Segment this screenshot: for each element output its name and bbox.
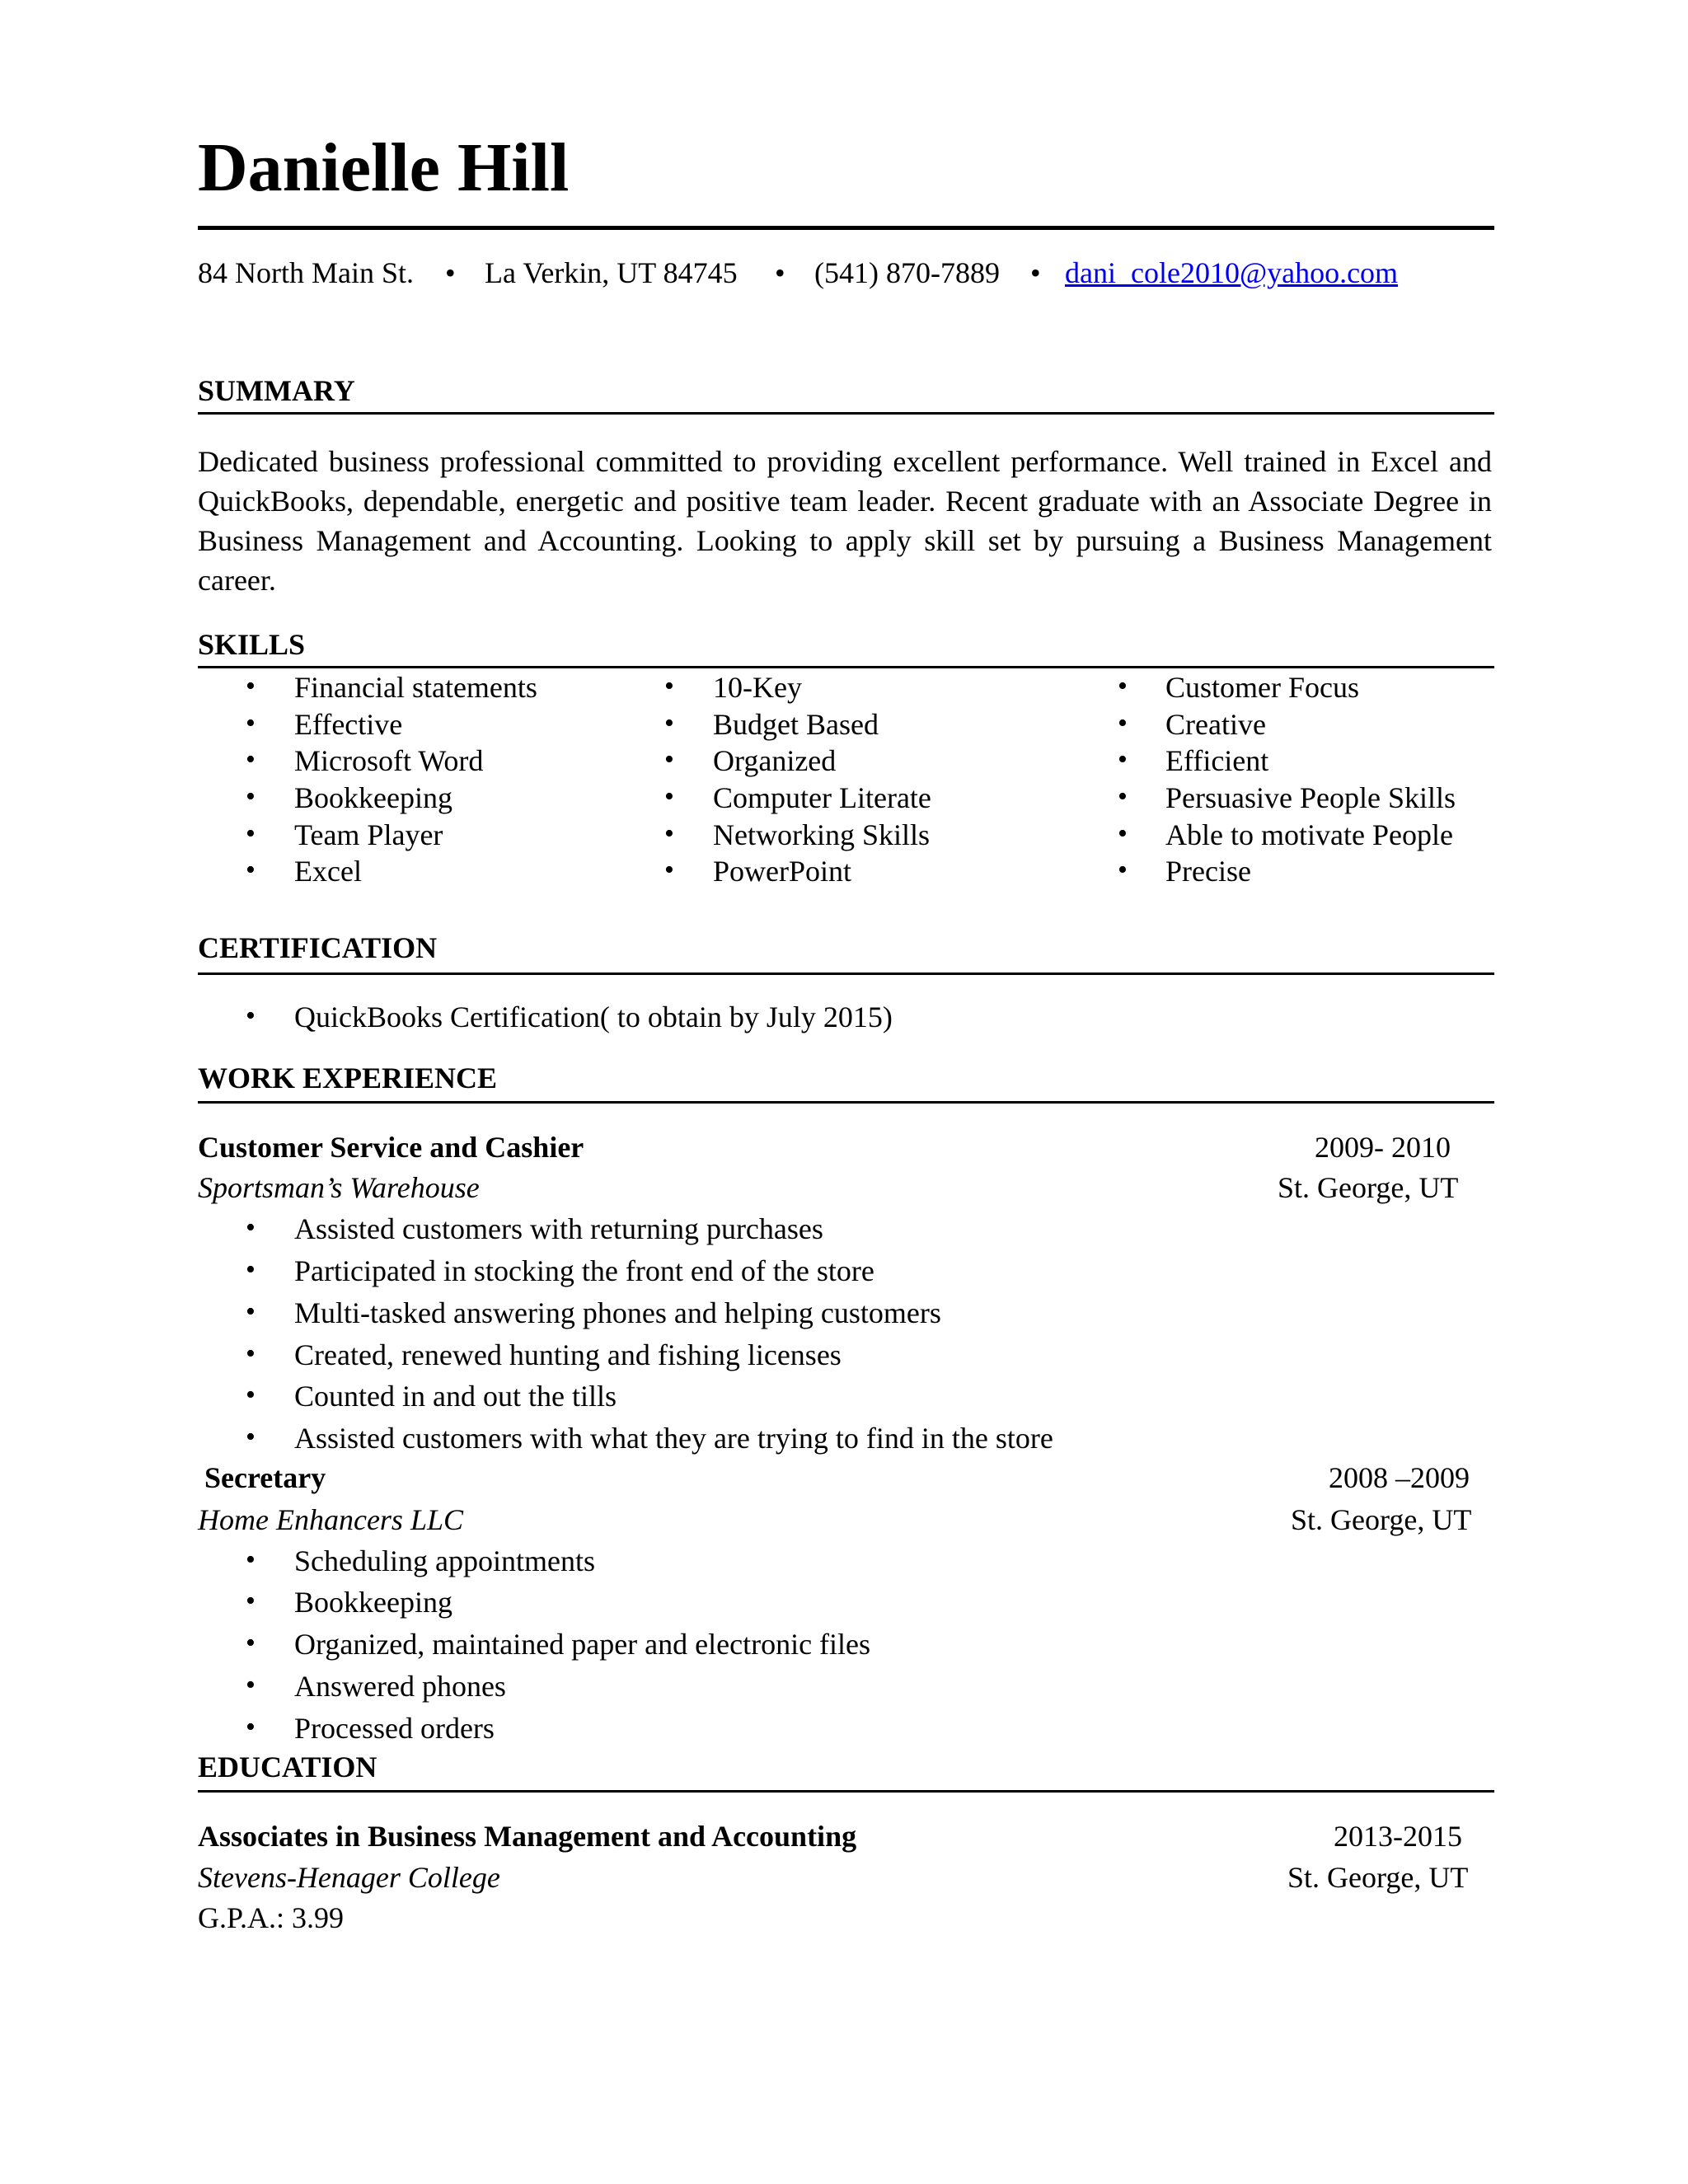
header-divider — [198, 226, 1494, 230]
job-duty: Multi-tasked answering phones and helping customers — [294, 1296, 941, 1329]
bullet: • — [246, 781, 256, 812]
job-duty: Answered phones — [294, 1670, 506, 1703]
bullet: • — [246, 1628, 256, 1658]
bullet: • — [246, 1212, 256, 1243]
bullet: • — [1118, 818, 1128, 849]
education-degree: Associates in Business Management and Accounting — [198, 1820, 857, 1853]
job-duty: Participated in stocking the front end of the store — [294, 1254, 874, 1287]
bullet: • — [1118, 855, 1128, 885]
skill-item: 10-Key — [713, 671, 802, 704]
bullet: • — [664, 744, 674, 775]
contact-separator: • — [775, 256, 785, 289]
certification-divider — [198, 972, 1494, 975]
contact-address: 84 North Main St. — [198, 256, 415, 289]
job-company: Home Enhancers LLC — [198, 1503, 463, 1536]
candidate-name: Danielle Hill — [198, 129, 570, 206]
job-location: St. George, UT — [1278, 1171, 1459, 1204]
job-location: St. George, UT — [1291, 1503, 1472, 1536]
bullet: • — [246, 1380, 256, 1410]
bullet: • — [246, 818, 256, 849]
bullet: • — [664, 671, 674, 701]
skill-item: Computer Literate — [713, 781, 931, 814]
skill-item: Networking Skills — [713, 818, 931, 851]
job-duty: Assisted customers with returning purchases — [294, 1212, 823, 1245]
skills-heading: SKILLS — [198, 628, 306, 661]
bullet: • — [246, 1254, 256, 1285]
certification-item: QuickBooks Certification( to obtain by July 2015) — [294, 1001, 893, 1033]
skill-item: Creative — [1165, 708, 1266, 741]
job-duty: Created, renewed hunting and fishing licenses — [294, 1338, 842, 1371]
skill-item: Effective — [294, 708, 403, 741]
job-title: Secretary — [204, 1461, 326, 1494]
contact-separator: • — [1030, 256, 1041, 289]
contact-phone: (541) 870-7889 — [814, 256, 1000, 289]
education-heading: EDUCATION — [198, 1750, 377, 1783]
bullet: • — [246, 671, 256, 701]
skill-item: Excel — [294, 855, 362, 888]
summary-heading: SUMMARY — [198, 374, 355, 407]
skill-item: Persuasive People Skills — [1165, 781, 1456, 814]
work-heading: WORK EXPERIENCE — [198, 1062, 498, 1094]
skill-item: Precise — [1165, 855, 1251, 888]
bullet: • — [1118, 671, 1128, 701]
job-duty: Assisted customers with what they are trying to find in the store — [294, 1422, 1053, 1455]
education-dates: 2013-2015 — [1334, 1820, 1462, 1853]
bullet: • — [664, 781, 674, 812]
contact-city: La Verkin, UT 84745 — [485, 256, 738, 289]
job-title: Customer Service and Cashier — [198, 1131, 584, 1164]
contact-separator: • — [445, 256, 456, 289]
skill-item: Bookkeeping — [294, 781, 452, 814]
job-duty: Counted in and out the tills — [294, 1380, 617, 1413]
education-gpa: G.P.A.: 3.99 — [198, 1901, 345, 1934]
bullet: • — [246, 1544, 256, 1575]
summary-divider — [198, 412, 1494, 415]
job-company: Sportsman’s Warehouse — [198, 1171, 480, 1204]
bullet: • — [246, 1296, 256, 1327]
skill-item: Efficient — [1165, 744, 1269, 777]
job-duty: Processed orders — [294, 1712, 495, 1745]
bullet: • — [246, 855, 256, 885]
skill-item: PowerPoint — [713, 855, 852, 888]
bullet: • — [1118, 744, 1128, 775]
bullet: • — [1118, 781, 1128, 812]
bullet: • — [246, 1001, 256, 1031]
bullet: • — [246, 1670, 256, 1700]
contact-email-link[interactable]: dani_cole2010@yahoo.com — [1065, 256, 1399, 289]
education-divider — [198, 1790, 1494, 1793]
bullet: • — [664, 818, 674, 849]
skill-item: Able to motivate People — [1165, 818, 1453, 851]
certification-heading: CERTIFICATION — [198, 931, 438, 964]
bullet: • — [664, 855, 674, 885]
job-dates: 2008 –2009 — [1329, 1461, 1470, 1494]
bullet: • — [246, 1712, 256, 1742]
skill-item: Customer Focus — [1165, 671, 1360, 704]
bullet: • — [664, 708, 674, 738]
bullet: • — [246, 744, 256, 775]
education-location: St. George, UT — [1287, 1861, 1469, 1894]
skill-item: Microsoft Word — [294, 744, 484, 777]
job-duty: Organized, maintained paper and electronic files — [294, 1628, 871, 1661]
work-divider — [198, 1101, 1494, 1104]
skills-divider — [198, 666, 1494, 668]
skill-item: Team Player — [294, 818, 443, 851]
job-dates: 2009- 2010 — [1315, 1131, 1451, 1164]
job-duty: Bookkeeping — [294, 1586, 452, 1619]
skill-item: Budget Based — [713, 708, 879, 741]
skill-item: Organized — [713, 744, 837, 777]
bullet: • — [246, 1422, 256, 1452]
skill-item: Financial statements — [294, 671, 537, 704]
job-duty: Scheduling appointments — [294, 1544, 595, 1577]
bullet: • — [246, 1338, 256, 1369]
summary-text: Dedicated business professional committed to providing excellent performance. Well trained in Excel and QuickBooks, dependable, energetic and positive team leader. Recent graduate with an Associate Degree in Business Management and Accounting. Looking to apply skill set by pursuing a Business Management career. — [198, 445, 1492, 597]
bullet: • — [1118, 708, 1128, 738]
education-school: Stevens-Henager College — [198, 1861, 500, 1894]
bullet: • — [246, 708, 256, 738]
bullet: • — [246, 1586, 256, 1616]
